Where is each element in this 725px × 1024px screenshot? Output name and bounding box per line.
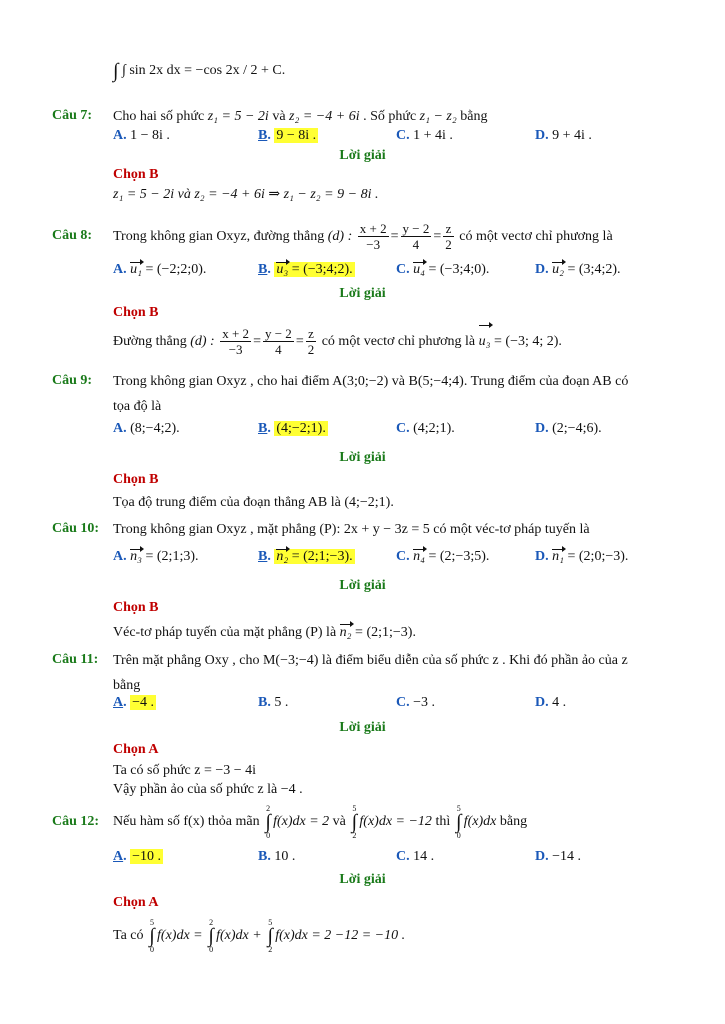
q10-option-c[interactable]: C. n₄ = (2;−3;5). (396, 549, 490, 564)
q8-option-b[interactable]: B. u₃ = (−3;4;2). (258, 262, 353, 277)
q11-option-b[interactable]: B. 5 . (258, 695, 289, 710)
q7-option-c[interactable] (396, 128, 453, 144)
q8-frac-y: $\frac{y - 2}{4}$ (402, 221, 430, 253)
header-integral-text: ∫ sin 2x dx = −cos 2x / 2 + C. (121, 63, 286, 79)
q12-option-d[interactable]: D. −14 . (535, 849, 582, 864)
q8-option-c[interactable]: C. u₄ = (−3;4;0). (396, 262, 490, 277)
q7-stem-d: bằng (460, 109, 488, 124)
q8-chon: Chọn B (113, 305, 159, 320)
q10-solution: Véc-tơ pháp tuyến của mặt phẳng (P) là n₂ = (2;1;−3). (113, 625, 416, 640)
vector-u3: u₃ (479, 325, 491, 359)
q8-line-name: (d) : (327, 229, 353, 244)
vector-u3: u₃ (276, 262, 289, 277)
q11-option-d[interactable]: D. 4 . (535, 695, 567, 710)
q9-chon: Chọn B (113, 472, 159, 487)
question-10-stem: Trong không gian Oxyz , mặt phẳng (P): 2x + y − 3z = 5 có một véc-tơ pháp tuyến là (113, 522, 590, 537)
question-11-stem-2: bằng (113, 678, 141, 693)
q7-solution: z₁ = 5 − 2i và z₂ = −4 + 6i ⇒ z₁ − z₂ = 9 − 8i . (113, 187, 379, 202)
vector-n2: n₂ (276, 549, 289, 564)
vector-n2: n₂ (339, 625, 352, 640)
vector-n4: n₄ (413, 549, 425, 564)
q7-expr: z₁ − z₂ (419, 109, 457, 124)
q7-option-b[interactable]: B. 9 − 8i . (258, 128, 317, 143)
q12-chon: Chọn A (113, 895, 159, 910)
q8-loigiai: Lời giải (339, 286, 386, 301)
vector-n1: n₁ (552, 549, 564, 564)
q9-option-a[interactable]: A. (8;−4;2). (113, 421, 180, 436)
q7-loigiai: Lời giải (339, 148, 386, 163)
integral-sign: 5 ∫ 2 (351, 803, 358, 840)
vector-u2: u₂ (552, 262, 564, 277)
option-text-highlighted: n₂ = (2;1;−3). (276, 549, 353, 564)
q10-option-b[interactable]: B. n₂ = (2;1;−3). (258, 549, 353, 564)
option-label: B (258, 128, 268, 143)
option-text: 9 + 4i . (552, 128, 592, 143)
integral-sign: 2 ∫ 0 (208, 917, 214, 954)
question-9-stem-2: tọa độ là (113, 399, 162, 414)
question-number-11: Câu 11: (52, 652, 99, 667)
option-label: C. (396, 128, 410, 143)
q8-frac-x: $\frac{x + 2}{-3}$ (359, 221, 387, 253)
question-number-9: Câu 9: (52, 373, 93, 388)
integral-sign: 5 ∫ 2 (267, 917, 273, 954)
q9-option-d[interactable]: D. (2;−4;6). (535, 421, 602, 436)
question-9-stem-1: Trong không gian Oxyz , cho hai điểm A(3;0;−2) và B(5;−4;4). Trung điểm của đoạn AB có (113, 374, 629, 389)
q7-z1: z₁ = 5 − 2i (207, 109, 269, 124)
vector-n3: n₃ (130, 549, 142, 564)
option-text-highlighted: −4 . (132, 695, 155, 710)
q12-loigiai: Lời giải (339, 872, 386, 887)
option-label: A. (113, 128, 127, 143)
integral-sign: 2 ∫ 0 (265, 803, 271, 840)
integral-sign: 5 ∫ 0 (149, 917, 155, 954)
q11-option-a[interactable]: A. −4 . (113, 695, 155, 710)
q9-option-b[interactable]: B. (4;−2;1). (258, 421, 326, 436)
q11-solution-1: Ta có số phức z = −3 − 4i (113, 763, 257, 778)
integral-sign: 5 ∫ 0 (455, 803, 462, 840)
q11-chon: Chọn A (113, 742, 159, 757)
option-text-highlighted: u₃ = (−3;4;2). (276, 262, 353, 277)
q11-loigiai: Lời giải (339, 720, 386, 735)
q9-loigiai: Lời giải (339, 450, 386, 465)
vector-u4: u₄ (413, 262, 425, 277)
q8-stem-a: Trong không gian Oxyz, đường thẳng (113, 229, 325, 244)
header-formula (113, 62, 285, 80)
option-text-highlighted: (4;−2;1). (276, 421, 326, 436)
q8-solution: Đường thẳng (d) : $\frac{x + 2}{-3}$ = $\frac{y - 2}{4}$ = $\frac{z}{2}$ có một vectơ chỉ phương là u₃ = (−3; 4; 2). (113, 326, 562, 358)
option-text-highlighted: 9 − 8i . (276, 128, 317, 143)
q7-stem-a: Cho hai số phức (113, 109, 205, 124)
q12-option-c[interactable]: C. 14 . (396, 849, 435, 864)
option-text-highlighted: −10 . (132, 849, 162, 864)
q8-frac-z: $\frac{z}{2}$ (445, 221, 452, 253)
q10-option-a[interactable]: A. n₃ = (2;1;3). (113, 549, 199, 564)
option-text: 1 + 4i . (413, 128, 453, 143)
q7-option-a[interactable] (113, 128, 170, 144)
q12-option-b[interactable]: B. 10 . (258, 849, 296, 864)
option-label: D. (535, 128, 549, 143)
q7-chon: Chọn B (113, 167, 159, 182)
question-number-12: Câu 12: (52, 814, 100, 829)
vector-u1: u₁ (130, 262, 142, 277)
q8-stem-b: có một vectơ chỉ phương là (459, 229, 613, 244)
q7-stem-c: . Số phức (363, 109, 417, 124)
question-12-stem: Nếu hàm số f(x) thỏa mãn 2 ∫ 0f(x)dx = 2 và 5 ∫ 2f(x)dx = −12 thì 5 ∫ 0f(x)dx bằng (113, 803, 528, 840)
question-7-stem (113, 108, 487, 126)
q7-z2: z₂ = −4 + 6i (289, 109, 360, 124)
question-11-stem-1: Trên mặt phẳng Oxy , cho M(−3;−4) là điểm biểu diễn của số phức z . Khi đó phần ảo của z (113, 653, 628, 668)
question-number-8: Câu 8: (52, 228, 93, 243)
q10-chon: Chọn B (113, 600, 159, 615)
question-8-stem: Trong không gian Oxyz, đường thẳng (d) : $\frac{x + 2}{-3}$ = $\frac{y - 2}{4}$ = $\frac{z}{2}$ có một vectơ chỉ phương là (113, 221, 613, 253)
option-text: 1 − 8i . (130, 128, 170, 143)
q11-option-c[interactable]: C. −3 . (396, 695, 436, 710)
q12-option-a[interactable]: A. −10 . (113, 849, 162, 864)
question-number-7: Câu 7: (52, 108, 93, 123)
q7-stem-b: và (272, 109, 286, 124)
q8-option-d[interactable]: D. u₂ = (3;4;2). (535, 262, 621, 277)
q7-option-d[interactable] (535, 128, 592, 144)
q10-option-d[interactable]: D. n₁ = (2;0;−3). (535, 549, 629, 564)
q12-solution: Ta có 5 ∫ 0f(x)dx = 2 ∫ 0f(x)dx + 5 ∫ 2f(x)dx = 2 −12 = −10 . (113, 917, 406, 954)
q10-loigiai: Lời giải (339, 578, 386, 593)
q11-solution-2: Vậy phần ảo của số phức z là −4 . (113, 782, 303, 797)
integral-sign: ∫ (113, 60, 119, 82)
q9-option-c[interactable]: C. (4;2;1). (396, 421, 455, 436)
q9-solution: Tọa độ trung điểm của đoạn thẳng AB là (4;−2;1). (113, 495, 394, 510)
q8-option-a[interactable]: A. u₁ = (−2;2;0). (113, 262, 207, 277)
question-number-10: Câu 10: (52, 521, 100, 536)
